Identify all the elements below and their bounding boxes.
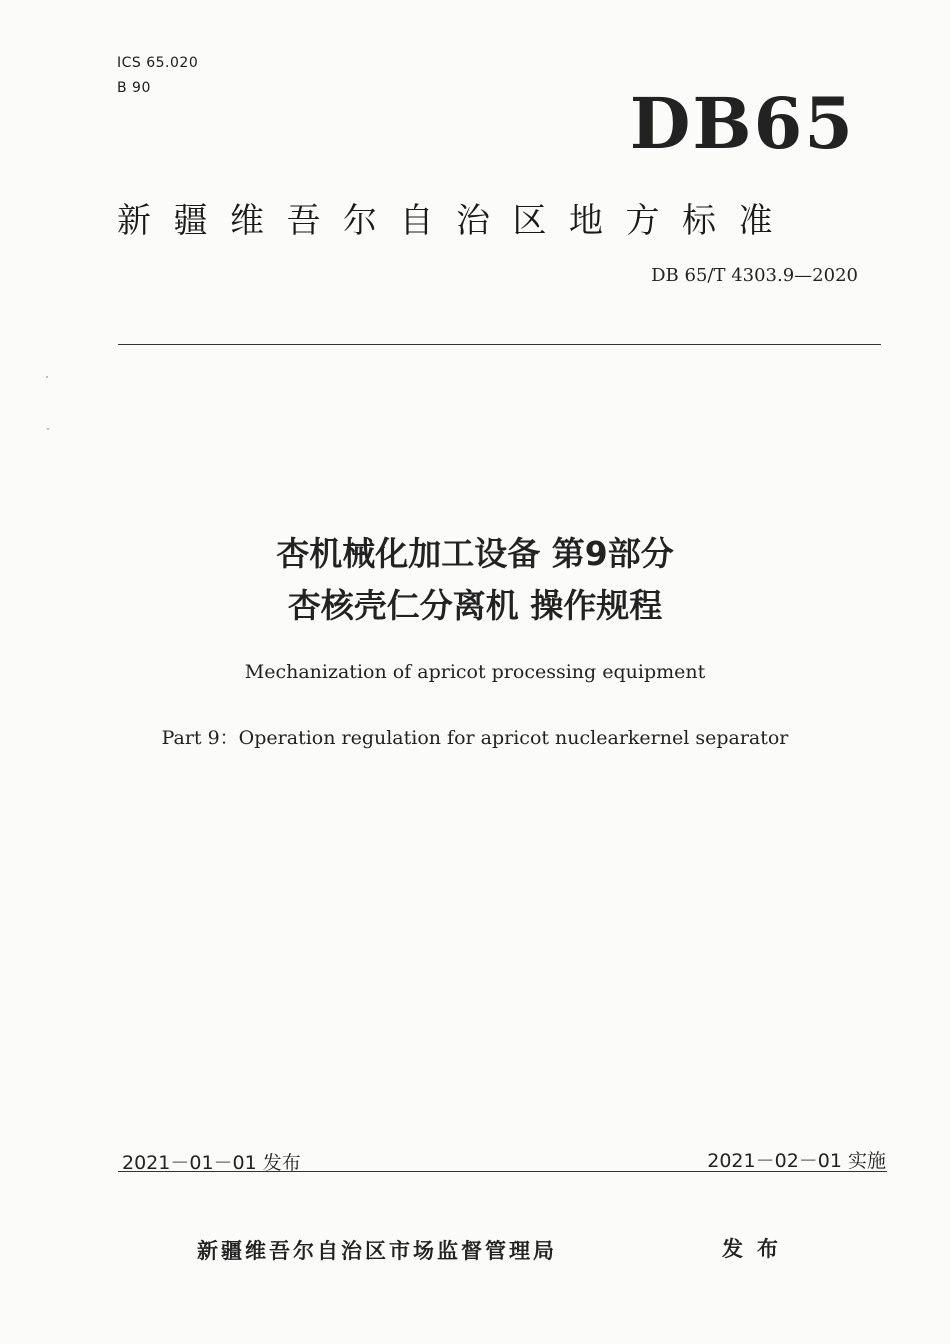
header-divider xyxy=(118,344,881,345)
standard-category: 新疆维吾尔自治区地方标准 xyxy=(117,201,795,241)
title-en-line2: Part 9：Operation regulation for apricot nuclearkernel separator xyxy=(161,727,789,749)
ccs-code: B 90 xyxy=(117,80,151,96)
scan-speck xyxy=(46,376,48,378)
standard-number: DB 65/T 4303.9—2020 xyxy=(651,265,858,286)
title-en-line1: Mechanization of apricot processing equipment xyxy=(244,661,706,683)
implement-date: 2021－02－01 实施 xyxy=(707,1150,886,1172)
ics-code: ICS 65.020 xyxy=(117,55,199,71)
footer-divider xyxy=(118,1171,887,1172)
standard-mark: DB65 xyxy=(629,82,855,165)
title-cn-line2: 杏核壳仁分离机 操作规程 xyxy=(287,586,663,625)
title-cn-line1: 杏机械化加工设备 第9部分 xyxy=(276,534,674,573)
issue-label: 发布 xyxy=(722,1237,792,1261)
issuing-authority: 新疆维吾尔自治区市场监督管理局 xyxy=(197,1239,557,1263)
scan-speck xyxy=(47,428,49,430)
issue-date: 2021－01－01 发布 xyxy=(122,1152,301,1174)
